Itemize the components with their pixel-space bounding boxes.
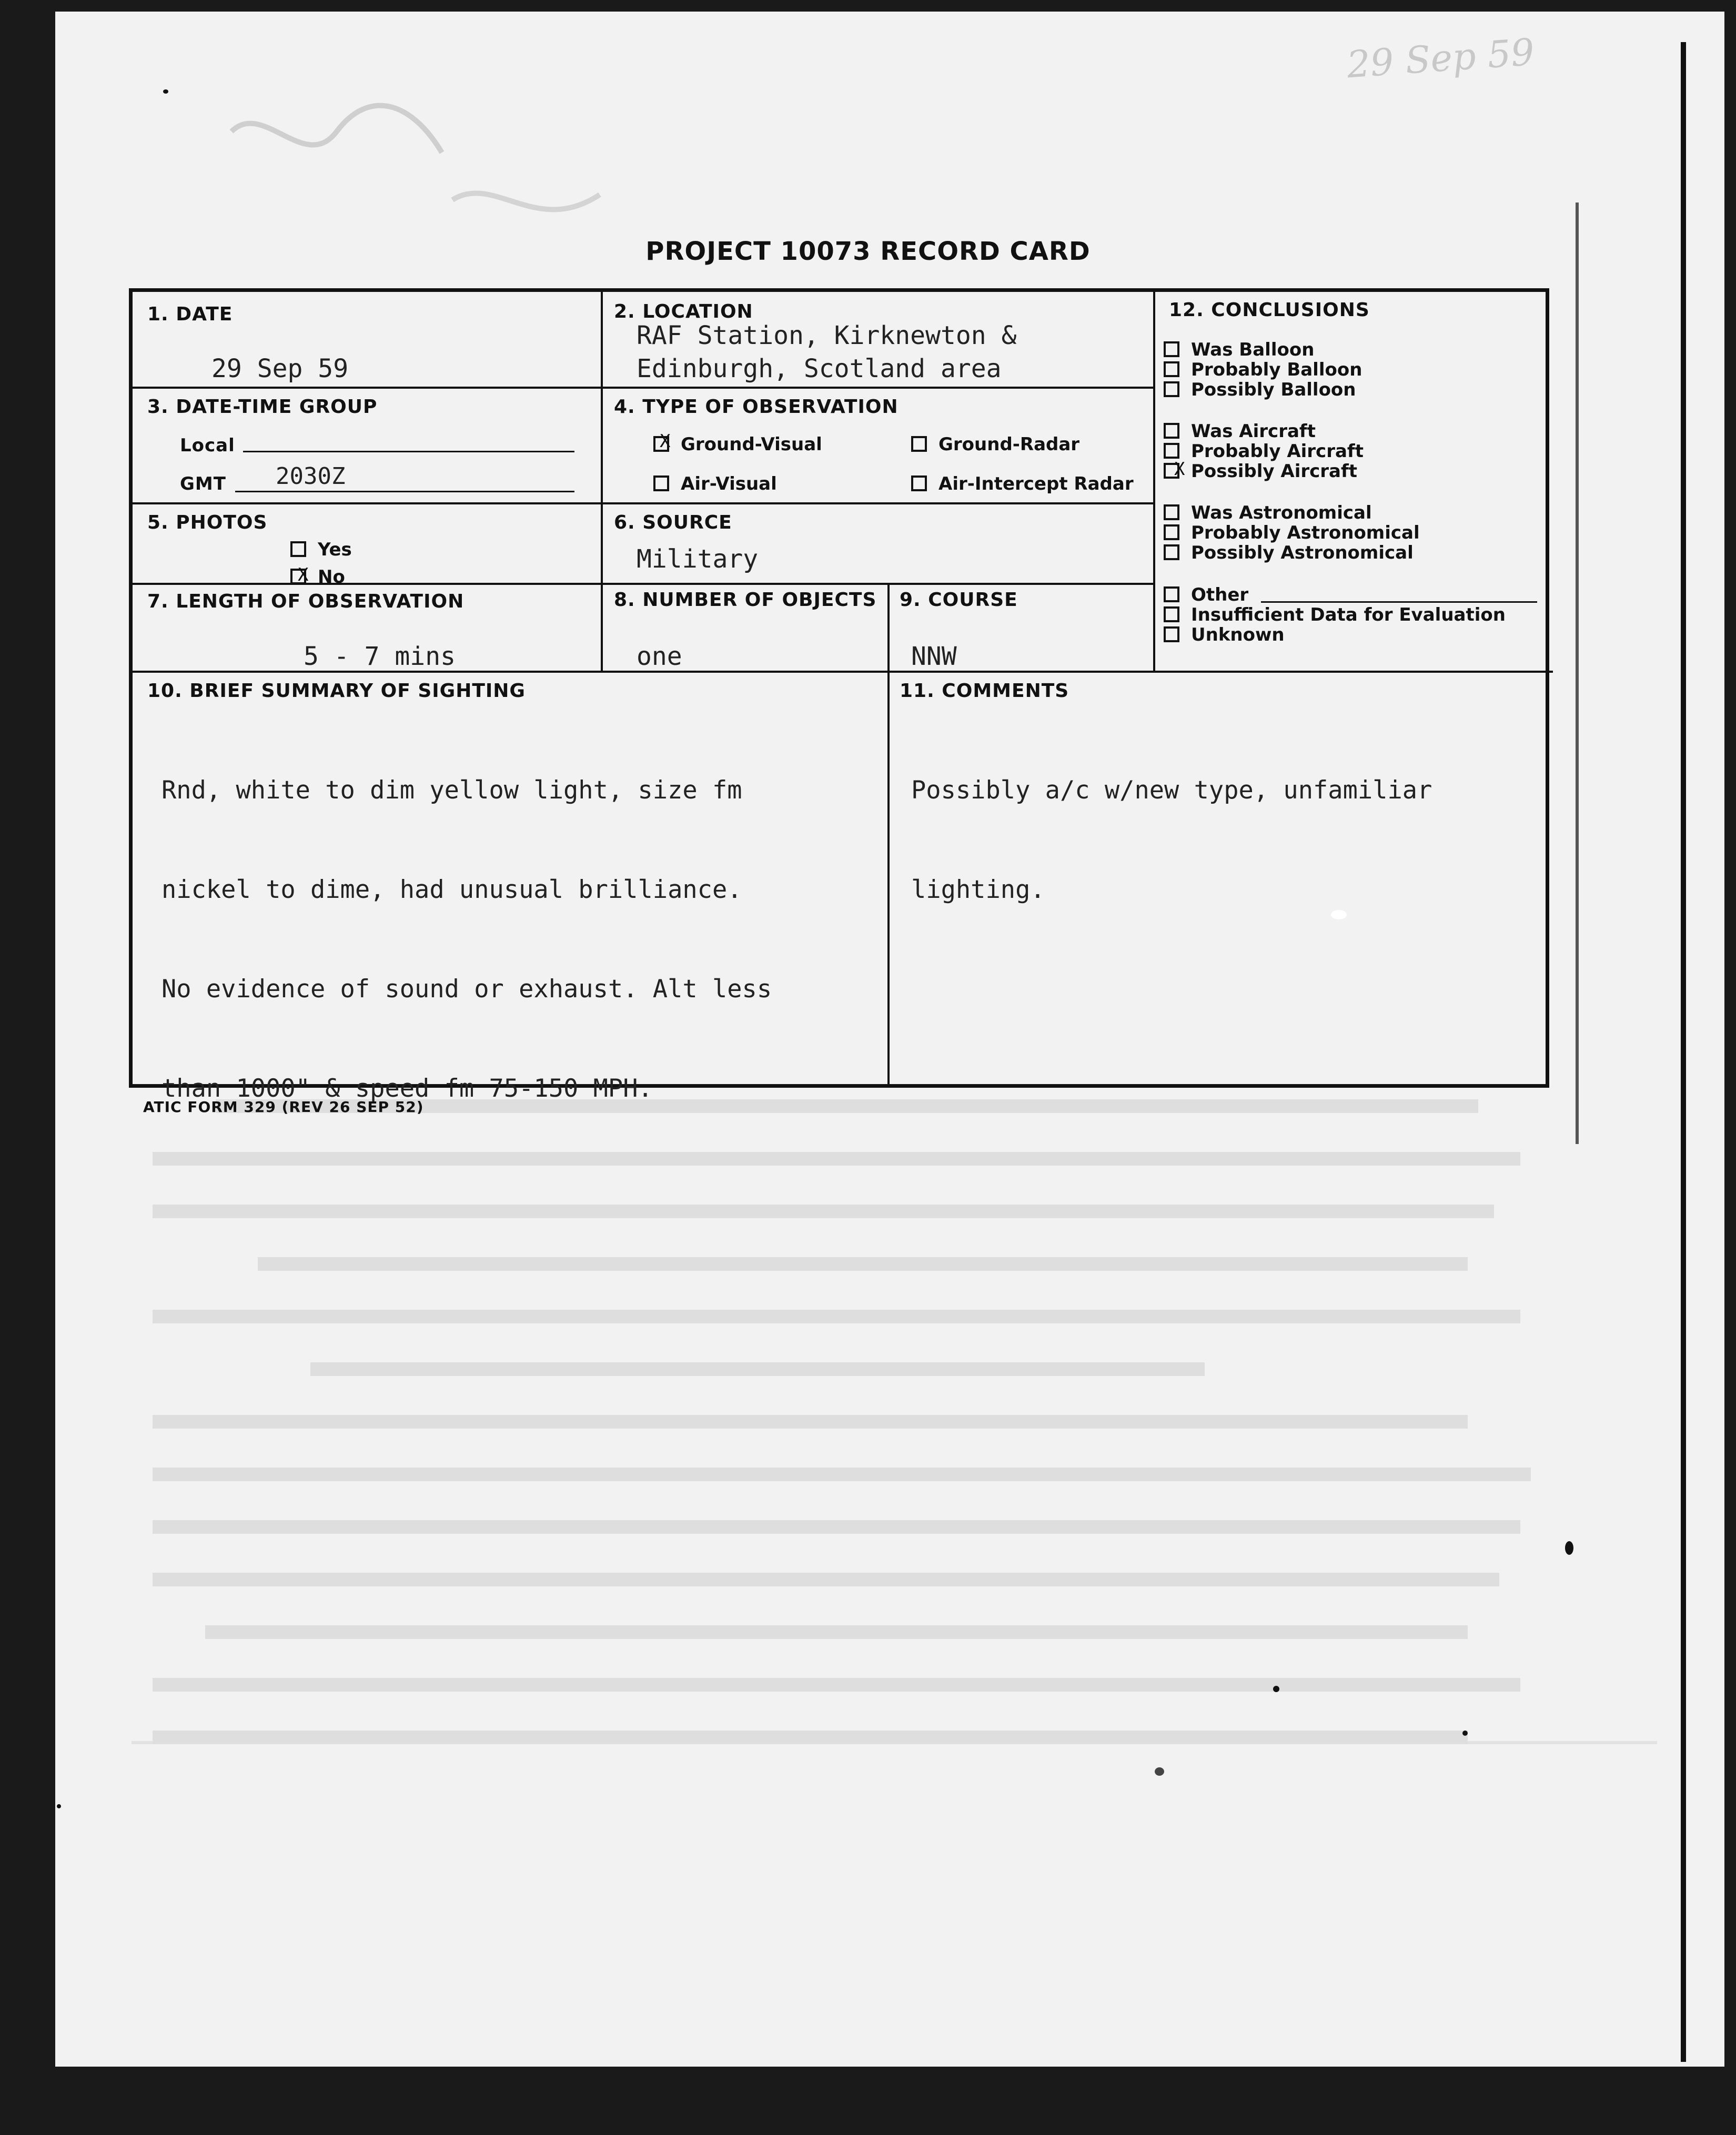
- scan-speck: [1273, 1686, 1279, 1692]
- scan-speck: [1462, 1731, 1468, 1736]
- conclusion-label: Possibly Balloon: [1191, 379, 1356, 400]
- length-label: 7. LENGTH OF OBSERVATION: [147, 591, 465, 612]
- photos-option-yes: [290, 539, 352, 560]
- scan-border-bottom: [0, 2067, 1736, 2135]
- conclusion-label: Probably Astronomical: [1191, 522, 1420, 543]
- conclusion-possibly-aircraft: [1164, 461, 1357, 482]
- observation-type-label: 4. TYPE OF OBSERVATION: [614, 396, 899, 418]
- checkbox-icon: [1164, 586, 1179, 602]
- checkbox-icon: [1164, 443, 1179, 459]
- option-air-intercept-radar-label: Air-Intercept Radar: [938, 473, 1134, 494]
- photos-label: 5. PHOTOS: [147, 512, 268, 533]
- gmt-time-value: 2030Z: [276, 463, 346, 490]
- location-value-line2: Edinburgh, Scotland area: [637, 354, 1002, 383]
- photos-option-no: [290, 566, 345, 588]
- option-ground-radar-label: Ground-Radar: [938, 434, 1080, 455]
- location-label: 2. LOCATION: [614, 301, 753, 322]
- scan-border-left: [0, 0, 55, 2135]
- option-ground-visual-label: Ground-Visual: [681, 434, 822, 455]
- summary-line: Rnd, white to dim yellow light, size fm: [162, 776, 742, 805]
- scan-speck: [163, 89, 168, 94]
- photos-yes-checkbox: [290, 541, 306, 557]
- conclusion-label: Was Aircraft: [1191, 421, 1316, 442]
- checkbox-icon-checked: [1164, 459, 1185, 480]
- local-time-label: Local: [180, 435, 235, 456]
- checkbox-icon: [1164, 504, 1179, 520]
- scan-speck: [1565, 1541, 1573, 1555]
- comments-label: 11. COMMENTS: [900, 680, 1069, 702]
- comments-line: Possibly a/c w/new type, unfamiliar: [911, 776, 1432, 805]
- conclusion-label: Unknown: [1191, 624, 1285, 645]
- page-edge-line: [1681, 42, 1686, 2062]
- conclusions-label: 12. CONCLUSIONS: [1169, 299, 1370, 321]
- scan-speck: [1155, 1767, 1164, 1776]
- course-label: 9. COURSE: [900, 589, 1018, 611]
- conclusion-label: Insufficient Data for Evaluation: [1191, 604, 1506, 625]
- scan-border-top: [0, 0, 1736, 12]
- conclusion-insufficient-data: [1164, 604, 1506, 625]
- number-of-objects-label: 8. NUMBER OF OBJECTS: [614, 589, 877, 611]
- conclusion-label: Probably Balloon: [1191, 359, 1362, 380]
- photos-no-label: No: [318, 566, 345, 588]
- conclusion-possibly-balloon: [1164, 379, 1356, 400]
- conclusion-probably-aircraft: [1164, 441, 1364, 462]
- other-underline: [1261, 601, 1537, 603]
- checkbox-ground-visual: [653, 431, 671, 452]
- photos-yes-label: Yes: [318, 539, 352, 560]
- checkbox-icon: [1164, 626, 1179, 642]
- summary-line: than 1000" & speed fm 75-150 MPH.: [162, 1074, 653, 1103]
- option-air-visual-label: Air-Visual: [681, 473, 777, 494]
- card-edge-line: [1576, 203, 1579, 1144]
- course-value: NNW: [911, 642, 957, 671]
- checkbox-icon: [1164, 381, 1179, 397]
- summary-line: No evidence of sound or exhaust. Alt less: [162, 975, 772, 1004]
- checkbox-icon: [1164, 606, 1179, 622]
- checkbox-icon: [1164, 524, 1179, 540]
- source-label: 6. SOURCE: [614, 512, 732, 533]
- checkbox-icon: [1164, 361, 1179, 377]
- local-time-underline: [243, 451, 574, 452]
- option-air-visual: [653, 473, 777, 494]
- form-footer: ATIC FORM 329 (REV 26 SEP 52): [143, 1098, 424, 1116]
- conclusion-label: Probably Aircraft: [1191, 441, 1364, 462]
- summary-line: nickel to dime, had unusual brilliance.: [162, 875, 742, 904]
- comments-line: lighting.: [911, 875, 1045, 904]
- scan-border-right: [1724, 0, 1736, 2135]
- conclusion-checked-mark: X: [1174, 459, 1185, 480]
- source-value: Military: [637, 544, 759, 574]
- option-ground-radar: [911, 434, 1079, 455]
- location-value-line1: RAF Station, Kirknewton &: [637, 321, 1017, 350]
- checkbox-icon: [1164, 423, 1179, 439]
- checkbox-air-intercept-radar: [911, 475, 927, 491]
- conclusion-label: Possibly Astronomical: [1191, 542, 1414, 563]
- checkbox-ground-radar: [911, 436, 927, 452]
- conclusion-label: Was Astronomical: [1191, 502, 1372, 523]
- date-time-group-label: 3. DATE-TIME GROUP: [147, 396, 378, 418]
- photos-no-mark: X: [298, 564, 309, 585]
- date-value: 29 Sep 59: [211, 354, 349, 383]
- conclusion-label: Was Balloon: [1191, 339, 1315, 360]
- conclusion-probably-balloon: [1164, 359, 1362, 380]
- checkbox-air-visual: [653, 475, 669, 491]
- conclusion-possibly-astronomical: [1164, 542, 1414, 563]
- gmt-time-underline: [235, 491, 574, 492]
- scan-speck: [57, 1804, 61, 1808]
- conclusion-label: Other: [1191, 584, 1249, 605]
- record-card: [129, 288, 1549, 1103]
- number-of-objects-value: one: [637, 642, 682, 671]
- conclusion-was-astronomical: [1164, 502, 1372, 523]
- checkbox-icon: [1164, 341, 1179, 357]
- gmt-time-label: GMT: [180, 473, 226, 494]
- conclusion-label: Possibly Aircraft: [1191, 461, 1358, 482]
- option-air-intercept-radar: [911, 473, 1134, 494]
- comments-text: [911, 707, 1432, 973]
- conclusion-was-aircraft: [1164, 421, 1316, 442]
- date-label: 1. DATE: [147, 303, 233, 325]
- conclusion-unknown: [1164, 624, 1285, 645]
- option-ground-visual: [653, 431, 822, 455]
- summary-label: 10. BRIEF SUMMARY OF SIGHTING: [147, 680, 526, 702]
- conclusion-was-balloon: [1164, 339, 1314, 360]
- card-title: PROJECT 10073 RECORD CARD: [645, 237, 1091, 266]
- checkbox-icon: [1164, 544, 1179, 560]
- length-value: 5 - 7 mins: [304, 642, 456, 671]
- checkbox-ground-visual-mark: X: [660, 431, 671, 452]
- conclusion-other: [1164, 584, 1248, 605]
- conclusion-probably-astronomical: [1164, 522, 1420, 543]
- scan-speck: [1331, 910, 1347, 919]
- handwritten-date-note: 29 Sep 59: [1345, 30, 1536, 87]
- photos-no-checkbox: [290, 564, 309, 585]
